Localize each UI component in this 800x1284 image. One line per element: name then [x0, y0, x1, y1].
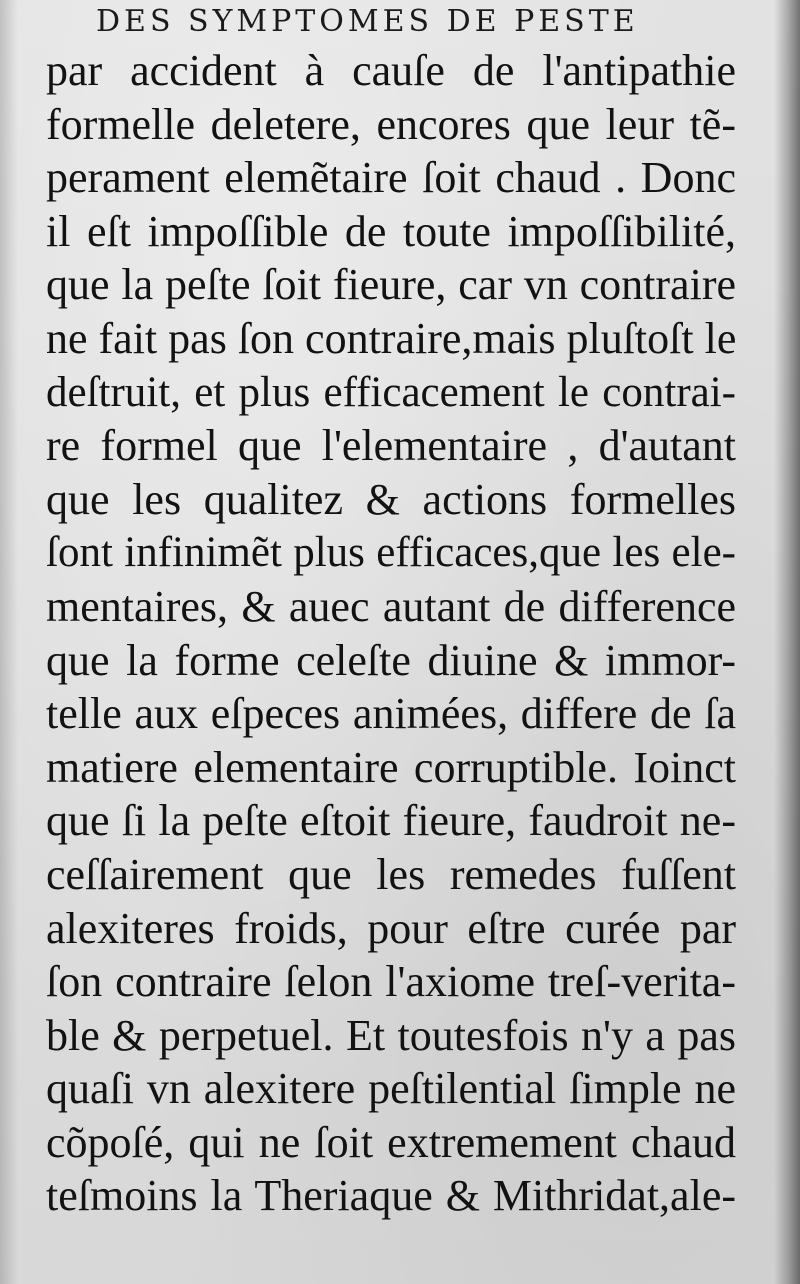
- text-line: teſmoins la Theriaque & Mithridat,ale-: [46, 1171, 736, 1221]
- text-line: ſon contraire ſelon l'axiome treſ-verita-: [46, 957, 736, 1007]
- page-gutter-shadow: [0, 0, 18, 1284]
- text-line: par accident à cauſe de l'antipathie: [46, 46, 736, 95]
- text-line: quaſi vn alexitere peſtilential ſimple ne: [46, 1064, 736, 1114]
- text-line: telle aux eſpeces animées, differe de ſa: [46, 689, 736, 739]
- text-line: que la peſte ſoit fieure, car vn contraire: [46, 260, 736, 310]
- text-line: perament elemẽtaire ſoit chaud . Donc: [46, 153, 736, 203]
- page-edge-shadow: [774, 0, 800, 1284]
- text-line: ceſſairement que les remedes fuſſent: [46, 849, 736, 899]
- text-line: que ſi la peſte eſtoit fieure, faudroit ne-: [46, 796, 736, 846]
- text-line: il eſt impoſſible de toute impoſſibilité,: [46, 206, 736, 256]
- text-line: que les qualitez & actions formelles: [46, 474, 736, 524]
- text-line: ble & perpetuel. Et toutesfois n'y a pas: [46, 1010, 736, 1060]
- running-head: DES SYMPTOMES DE PESTE: [96, 4, 639, 39]
- text-line: deſtruit, et plus efficacement le contrai-: [46, 368, 736, 416]
- text-line: que la forme celeſte diuine & immor-: [46, 635, 736, 685]
- text-line: mentaires, & auec autant de difference: [46, 581, 736, 631]
- text-line: re formel que l'elementaire , d'autant: [46, 421, 736, 471]
- text-line: formelle deletere, encores que leur tẽ-: [46, 99, 736, 149]
- body-text: [46, 44, 736, 1223]
- text-line: cõpoſé, qui ne ſoit extremement chaud: [46, 1117, 736, 1167]
- text-line: alexiteres froids, pour eſtre curée par: [46, 903, 736, 953]
- text-line: matiere elementaire corruptible. Ioinct: [46, 742, 736, 792]
- text-line: ne fait pas ſon contraire,mais pluſtoſt le: [46, 313, 737, 363]
- text-line: ſont infinimẽt plus efficaces,que les ele-: [46, 529, 736, 577]
